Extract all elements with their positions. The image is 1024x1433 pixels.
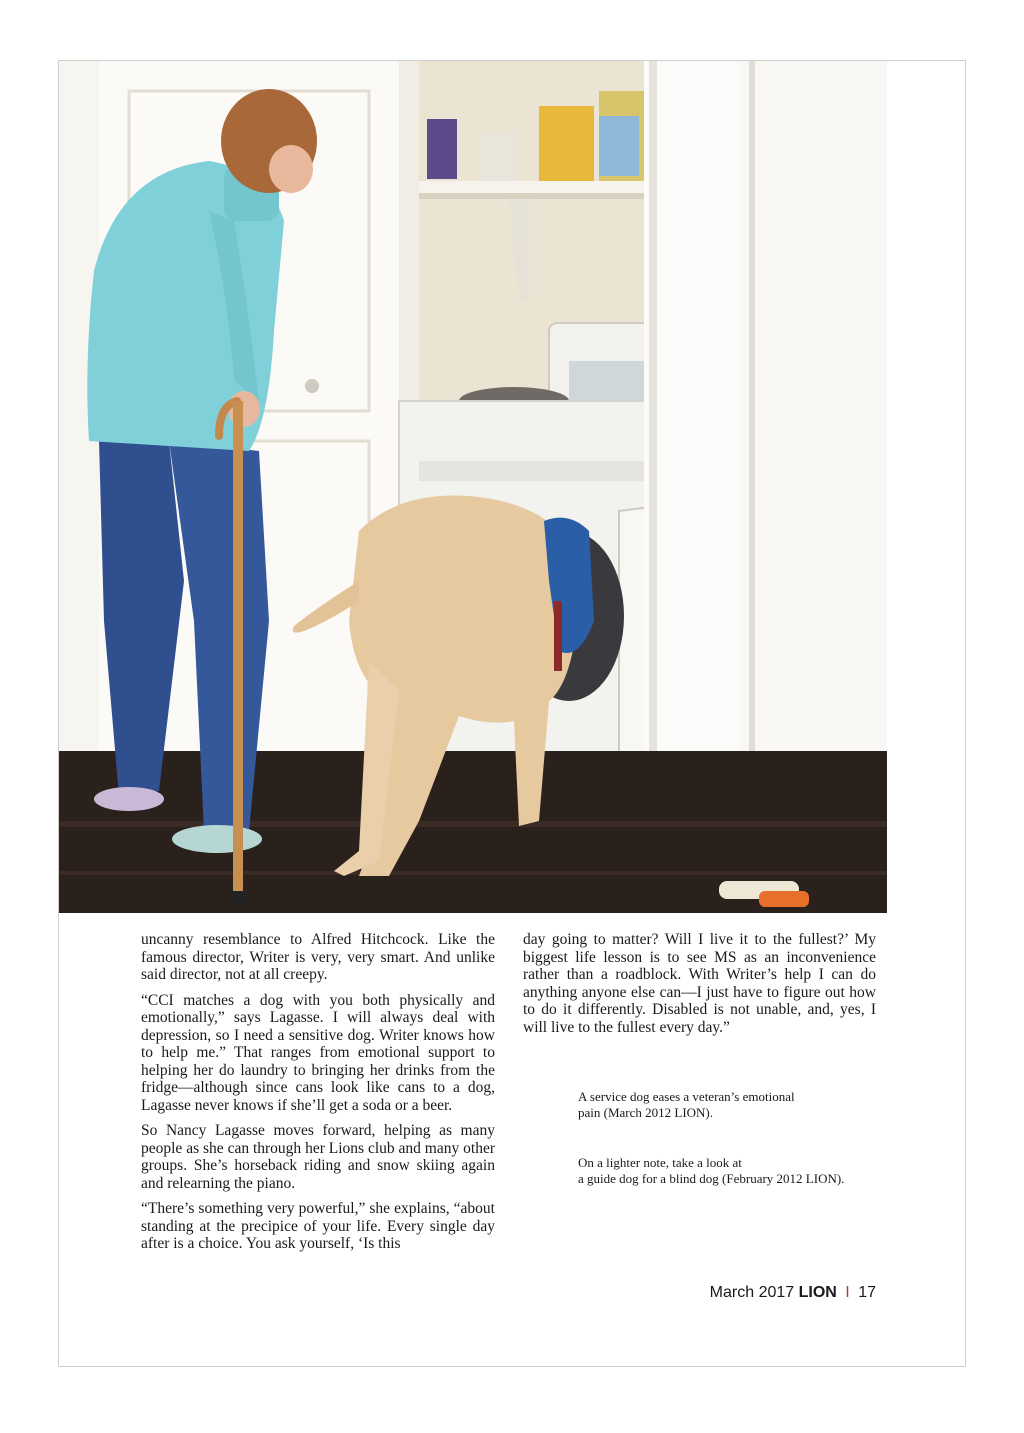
article-left-column <box>141 931 495 1261</box>
footer-separator: I <box>845 1284 850 1301</box>
related-link-line: On a lighter note, take a look at <box>578 1155 742 1170</box>
article-paragraph: uncanny resemblance to Alfred Hitchcock. Like the famous director, Writer is very, very smart. And unlike said director, not at all creepy. <box>141 931 495 983</box>
article-paragraph: “There’s something very powerful,” she explains, “about standing at the precipice of your life. Every single day after is a choice. You ask yourself, ‘Is this <box>141 1200 495 1252</box>
related-link-line: a guide dog for a blind dog (February 2012 LION). <box>578 1171 845 1186</box>
footer-magazine-name: LION <box>798 1284 837 1301</box>
related-link-service-dog[interactable] <box>578 1089 878 1121</box>
article-paragraph: So Nancy Lagasse moves forward, helping as many people as she can through her Lions club and many other groups. She’s horseback riding and snow skiing again and relearning the piano. <box>141 1122 495 1192</box>
page-number: 17 <box>858 1284 876 1301</box>
article-photo <box>59 61 887 913</box>
article-right-column <box>523 931 876 1044</box>
article-paragraph: day going to matter? Will I live it to the fullest?’ My biggest life lesson is to see MS as an inconvenience rather than a roadblock. With Writer’s help I can do anything anyone else can—I just have to figure out how to do it differently. Disabled is not unable, and, yes, I will live to the fullest every day.” <box>523 931 876 1036</box>
article-paragraph: “CCI matches a dog with you both physically and emotionally,” says Lagasse. I will always deal with depression, so I need a sensitive dog. Writer knows how to help me.” That ranges from emotional support to helping her do laundry to bringing her drinks from the fridge—although since cans look like cans to a dog, Lagasse never knows if she’ll get a soda or a beer. <box>141 991 495 1114</box>
footer-date: March 2017 <box>709 1284 795 1301</box>
related-link-line: pain (March 2012 LION). <box>578 1105 714 1120</box>
related-link-line: A service dog eases a veteran’s emotional <box>578 1089 795 1104</box>
related-link-guide-dog[interactable] <box>578 1155 878 1187</box>
page-footer <box>710 1284 876 1302</box>
